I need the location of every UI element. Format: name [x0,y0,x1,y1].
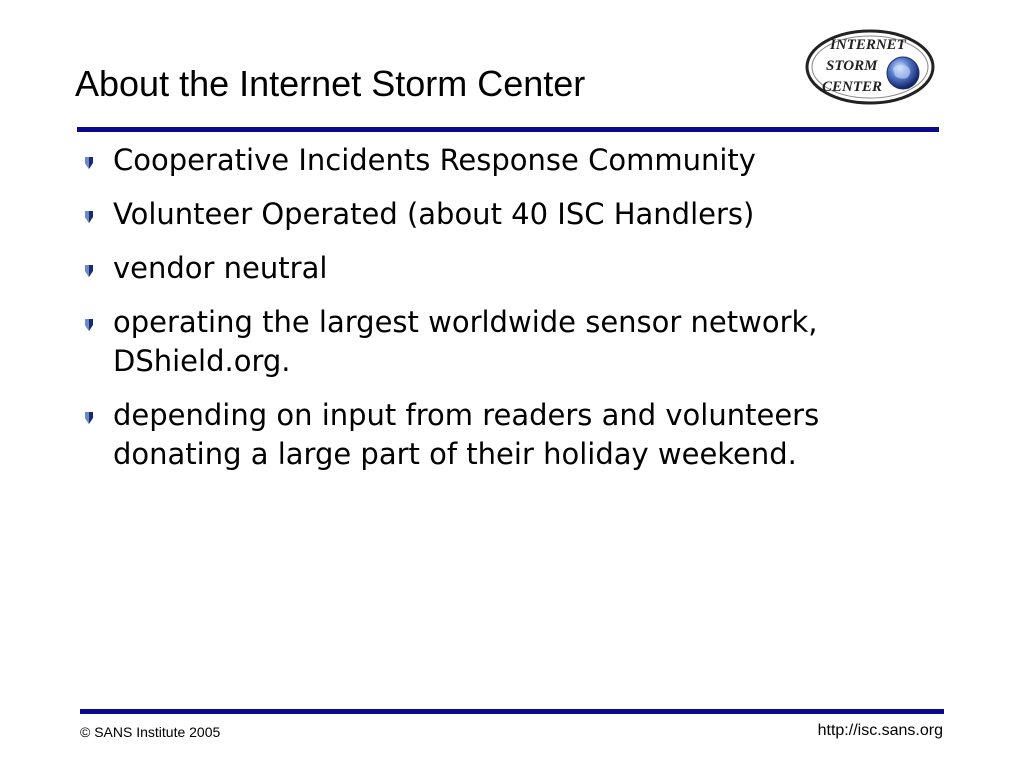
bullet-arrow-icon [84,211,94,223]
slide-title: About the Internet Storm Center [75,63,586,104]
footer-url: http://isc.sans.org [817,722,943,739]
list-item [84,249,904,288]
bullet-arrow-icon [84,157,94,169]
list-item [84,396,904,474]
logo-line-2: STORM [826,58,878,74]
bullet-arrow-icon [84,319,94,331]
bullet-arrow-icon [84,265,94,277]
bullet-text: depending on input from readers and volunteers donating a large part of their holiday weekend. [113,398,820,471]
logo-line-1: INTERNET [830,37,906,53]
list-item [84,141,904,180]
bullet-text: operating the largest worldwide sensor network, DShield.org. [113,305,818,378]
bullet-arrow-icon [84,412,94,424]
bullet-text: vendor neutral [113,251,328,285]
bullet-text: Volunteer Operated (about 40 ISC Handlers) [113,197,755,231]
list-item [84,195,904,234]
footer-copyright: © SANS Institute 2005 [80,724,221,740]
footer-divider [80,709,944,714]
list-item [84,303,904,381]
bullet-text: Cooperative Incidents Response Community [113,143,756,177]
title-divider [77,127,939,132]
bullet-list [84,141,904,489]
logo-line-3: CENTER [822,79,883,95]
isc-logo-icon [796,18,944,116]
